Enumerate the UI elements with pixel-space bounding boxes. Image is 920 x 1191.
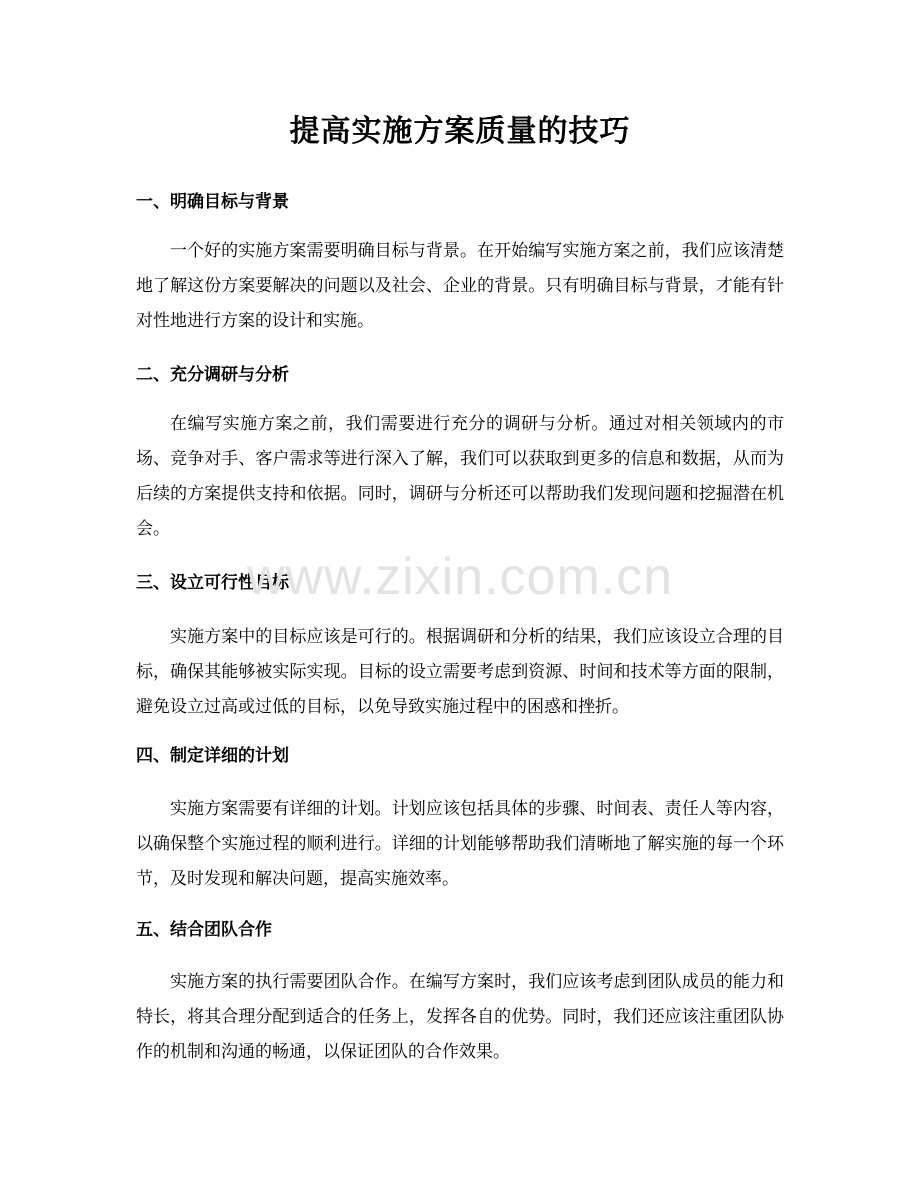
document-title: 提高实施方案质量的技巧 (289, 114, 631, 149)
section-body-4: 实施方案需要有详细的计划。计划应该包括具体的步骤、时间表、责任人等内容，以确保整个实施过程的顺利进行。详细的计划能够帮助我们清晰地了解实施的每一个环节，及时发现和解决问题，提高实施效率。 (136, 799, 784, 889)
section-heading-3: 三、设立可行性目标 (136, 573, 289, 593)
section-heading-4: 四、制定详细的计划 (136, 746, 289, 766)
section-body-1: 一个好的实施方案需要明确目标与背景。在开始编写实施方案之前，我们应该清楚地了解这份方案要解决的问题以及社会、企业的背景。只有明确目标与背景，才能有针对性地进行方案的设计和实施。 (136, 241, 784, 331)
section-heading-5: 五、结合团队合作 (136, 920, 272, 940)
section-heading-1: 一、明确目标与背景 (136, 192, 289, 212)
section-body-5: 实施方案的执行需要团队合作。在编写方案时，我们应该考虑到团队成员的能力和特长，将其合理分配到适合的任务上，发挥各自的优势。同时，我们还应该注重团队协作的机制和沟通的畅通，以保证团队的合作效果。 (136, 972, 784, 1062)
section-body-3: 实施方案中的目标应该是可行的。根据调研和分析的结果，我们应该设立合理的目标，确保其能够被实际实现。目标的设立需要考虑到资源、时间和技术等方面的限制，避免设立过高或过低的目标，以免导致实施过程中的困惑和挫折。 (136, 627, 784, 717)
watermark-text: www.zixin.com.cn (246, 548, 674, 606)
section-body-2: 在编写实施方案之前，我们需要进行充分的调研与分析。通过对相关领域内的市场、竞争对手、客户需求等进行深入了解，我们可以获取到更多的信息和数据，从而为后续的方案提供支持和依据。同时，调研与分析还可以帮助我们发现问题和挖掘潜在机会。 (136, 414, 784, 539)
section-heading-2: 二、充分调研与分析 (136, 365, 289, 385)
